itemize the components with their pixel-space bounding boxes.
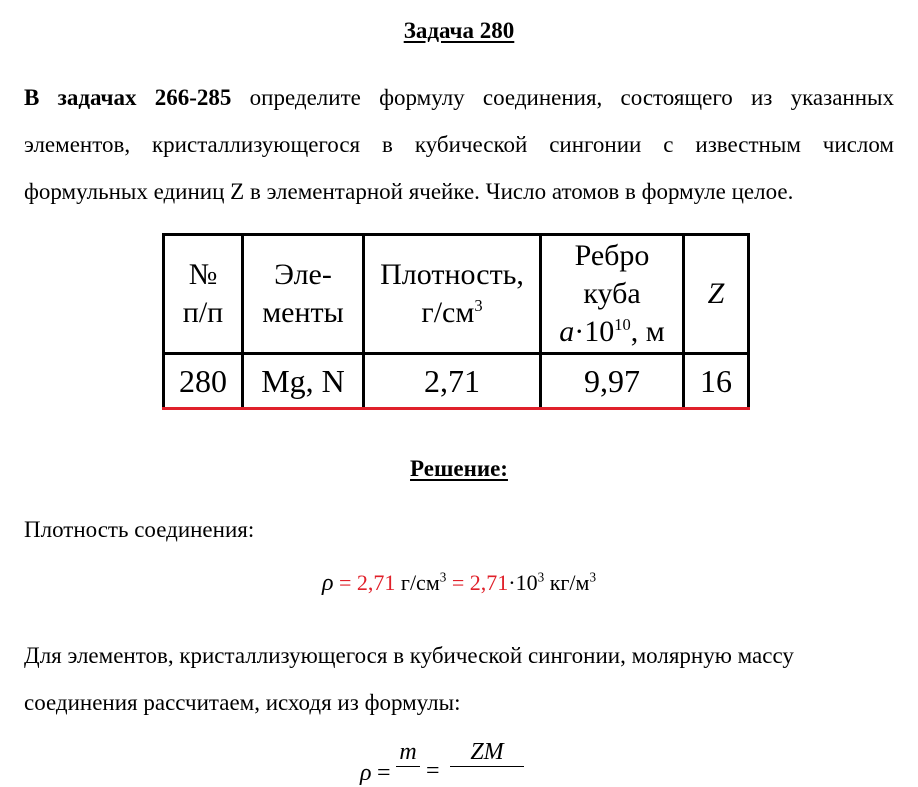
solution-heading: Решение: bbox=[410, 456, 508, 481]
cell-z: 16 bbox=[684, 354, 749, 409]
header-density: Плотность, $г/см^3$ bbox=[364, 235, 541, 354]
data-table bbox=[162, 233, 750, 410]
fraction-bar bbox=[450, 766, 524, 767]
problem-statement bbox=[24, 74, 894, 215]
header-z: Z bbox=[684, 235, 749, 354]
table-row bbox=[164, 354, 749, 409]
fraction-bar bbox=[396, 766, 420, 767]
cell-elements: Mg, N bbox=[243, 354, 364, 409]
problem-title: Задача 280 bbox=[403, 18, 515, 43]
problem-text: определите формулу соединения, состоящего из указанных элементов, кристаллизующегося в кубической сингонии с известным числом формульных единиц Z в элементарной ячейке. Число атомов в формуле целое. bbox=[24, 85, 894, 204]
density-formula: ρ = 2,71 $г/см^3 = 2,71\cdot 10^3$ $кг/м^3$ bbox=[321, 569, 597, 596]
header-cube-edge: Ребро куба $a\cdot 10^{10}$, м bbox=[541, 235, 684, 354]
cell-density: 2,71 bbox=[364, 354, 541, 409]
problem-range: В задачах 266-285 bbox=[24, 85, 232, 110]
density-label: Плотность соединения: bbox=[24, 517, 255, 542]
document-page: Задача 280 В задачах 266-285 определите формулу соединения, состоящего из указанных элементов, кристаллизующегося в кубической сингонии с известным числом формульных единиц Z в элементарной ячейке. Число атомов в формуле целое. № п/п Эле- менты Плотность, $г/см^3$ Ребро куба $a\cdot 10^{10}$, м Z 280 Mg, N 2,71 9,97 16 Решение: Плотность соединения: ρ = 2,71 $г/см^3 = 2,71\cdot 10^3$ $кг/м^3$ Для элементов, кристаллизующегося в кубической сингонии, молярную массу соединения рассчитаем, исходя из формулы: ρ = m = ZM bbox=[0, 0, 918, 777]
header-number: № п/п bbox=[164, 235, 243, 354]
fraction-m-over-v: m bbox=[394, 740, 422, 767]
molar-mass-paragraph: Для элементов, кристаллизующегося в кубической сингонии, молярную массу соединения рассчитаем, исходя из формулы: bbox=[24, 643, 794, 715]
cell-edge: 9,97 bbox=[541, 354, 684, 409]
header-elements: Эле- менты bbox=[243, 235, 364, 354]
table-header-row bbox=[164, 235, 749, 354]
data-table-wrapper bbox=[162, 233, 750, 410]
fraction-zm: ZM bbox=[448, 740, 526, 767]
cell-number: 280 bbox=[164, 354, 243, 409]
